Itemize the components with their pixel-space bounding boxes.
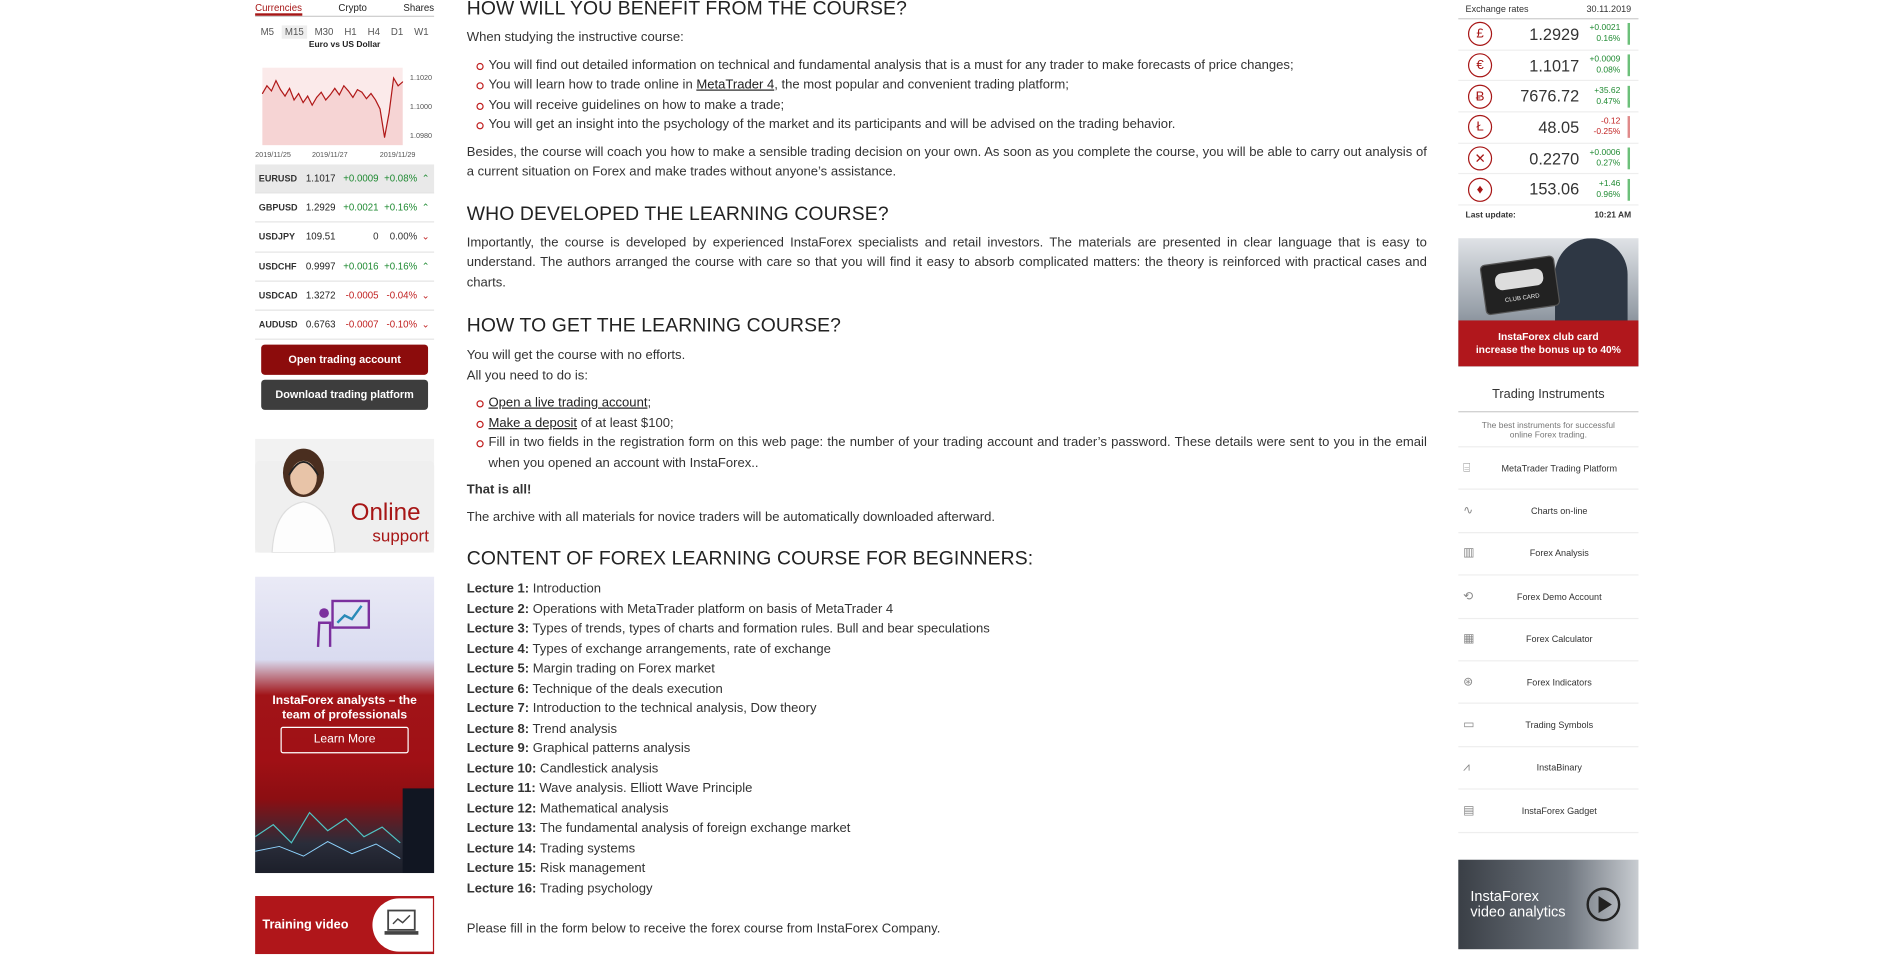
instrument-item[interactable] (1458, 704, 1638, 747)
chevron-up-icon: ⌃ (421, 260, 430, 272)
quote-symbol: GBPUSD (258, 202, 298, 214)
quote-change: -0.0005 (345, 290, 379, 301)
lecture-title: Types of trends, types of charts and formation rules. Bull and bear speculations (532, 621, 990, 637)
chevron-down-icon: ⌄ (421, 319, 430, 331)
symbols-icon: ▭ (1463, 718, 1475, 732)
instrument-item[interactable] (1458, 447, 1638, 490)
quote-price: 1.1017 (305, 173, 336, 184)
chart-point (352, 97, 353, 98)
lecture-item (467, 639, 1427, 659)
lecture-item (467, 699, 1427, 719)
chart-point (289, 88, 290, 89)
lecture-title: Risk management (540, 860, 646, 876)
instrument-label: Forex Calculator (1525, 633, 1593, 645)
online-support-banner[interactable] (255, 439, 434, 553)
instruments-title: Trading Instruments (1458, 387, 1638, 412)
list-item (476, 393, 1426, 413)
rate-value: 0.2270 (1529, 149, 1580, 168)
quote-change: +0.0009 (343, 173, 379, 184)
rate-value: 7676.72 (1520, 87, 1580, 106)
rate-change-abs: +35.62 (1594, 86, 1621, 96)
instruments-list (1458, 447, 1638, 832)
metatrader-link[interactable]: MetaTrader 4 (696, 77, 775, 92)
video-line-1: InstaForex (1470, 887, 1539, 905)
chart-point (294, 99, 295, 100)
section-heading-get-course: HOW TO GET THE LEARNING COURSE? (466, 315, 842, 337)
quote-price: 0.6763 (305, 319, 336, 331)
instrument-label: Trading Symbols (1525, 719, 1594, 731)
demo-account-icon: ⟲ (1463, 589, 1474, 604)
chart-point (312, 105, 313, 106)
quote-row[interactable] (255, 281, 434, 310)
club-card-line-2: increase the bonus up to 40% (1475, 342, 1621, 355)
instrument-label: MetaTrader Trading Platform (1501, 462, 1618, 474)
lecture-item (467, 859, 1427, 879)
avatar-body (272, 502, 335, 553)
exchange-rates-widget (1458, 0, 1638, 225)
tf-h1[interactable]: H1 (344, 26, 357, 38)
instrument-label: Forex Indicators (1526, 676, 1592, 688)
x-tick-label: 2019/11/27 (311, 150, 348, 160)
tf-d1[interactable]: D1 (390, 26, 404, 38)
lecture-number: Lecture 11: (466, 781, 536, 796)
rate-change-pct: 0.96% (1596, 190, 1621, 200)
rate-change (1579, 117, 1623, 139)
presentation-icon (316, 596, 376, 649)
binary-icon: ⩘ (1463, 761, 1470, 775)
platform-icon: ⌸ (1463, 461, 1471, 475)
quote-percent: +0.16% (384, 260, 418, 272)
chart-point (334, 88, 335, 89)
laptop-icon (385, 908, 421, 939)
chart-point (325, 99, 326, 100)
video-line-2: video analytics (1470, 903, 1566, 921)
analysts-promo-banner[interactable] (255, 577, 434, 873)
lecture-item (467, 619, 1427, 639)
lecture-item (467, 819, 1427, 839)
lecture-number: Lecture 3: (466, 621, 530, 637)
quote-symbol: USDCAD (258, 290, 298, 301)
left-sidebar (255, 0, 435, 331)
training-video-banner[interactable] (255, 896, 434, 954)
rate-change-abs: +0.0009 (1589, 55, 1621, 65)
chart-point (307, 96, 308, 97)
lecture-item (467, 839, 1427, 859)
club-card-label: CLUB CARD (1504, 292, 1541, 305)
euro-icon: € (1468, 53, 1492, 77)
analysis-icon: ▥ (1463, 547, 1475, 561)
rate-change-abs: +0.0006 (1589, 148, 1621, 158)
rate-change (1579, 54, 1623, 76)
market-tabs (255, 0, 434, 17)
chevron-up-icon: ⌃ (421, 202, 430, 214)
rate-change (1579, 86, 1623, 108)
suit-figure (1555, 238, 1628, 323)
chart-point (339, 94, 340, 95)
instrument-label: InstaForex Gadget (1521, 805, 1597, 816)
lecture-title: Introduction (532, 581, 602, 597)
lecture-title: Technique of the deals execution (532, 681, 723, 696)
promo-text: InstaForex analysts – the team of professionals (272, 694, 417, 722)
rate-row[interactable] (1458, 19, 1638, 50)
lecture-number: Lecture 2: (466, 601, 530, 617)
quote-change: -0.0007 (345, 319, 379, 331)
rate-change-abs: -0.12 (1601, 117, 1621, 127)
play-icon[interactable] (1584, 885, 1623, 924)
gadget-icon: ▤ (1463, 803, 1475, 818)
lecture-number: Lecture 16: (466, 880, 537, 896)
lecture-number: Lecture 13: (466, 821, 537, 836)
quote-symbol: AUDUSD (258, 319, 298, 331)
trend-bar (1628, 179, 1630, 201)
last-update (1458, 206, 1638, 225)
lecture-number: Lecture 6: (466, 681, 530, 696)
instrument-label: Charts on-line (1531, 505, 1588, 517)
lecture-item (467, 599, 1427, 619)
lecture-item (467, 719, 1427, 739)
paragraph: Importantly, the course is developed by experienced InstaForex specialists and retail investors. The materials are presented in clear language that is easy to understand. The authors arranged the course with care so that you will find it easy to absorb complicated matters: the theory is reinforced with practical cases and charts. (466, 235, 1427, 290)
paragraph: The archive with all materials for novice traders will be automatically downloaded afterward. (466, 509, 996, 525)
rates-date: 30.11.2019 (1586, 3, 1632, 15)
lecture-item (467, 739, 1427, 759)
club-card-line-1: InstaForex club card (1498, 330, 1599, 343)
chart-point (393, 78, 394, 79)
section-heading-benefits: HOW WILL YOU BENEFIT FROM THE COURSE? (466, 0, 907, 20)
video-analytics-banner[interactable] (1458, 860, 1638, 949)
steps-list (476, 393, 1426, 473)
learn-more-button[interactable]: Learn More (281, 727, 409, 754)
chart-point (303, 102, 304, 103)
quote-symbol: USDCHF (258, 260, 297, 272)
online-label: Online (350, 499, 421, 527)
lecture-number: Lecture 10: (466, 761, 537, 776)
rate-change-pct: -0.25% (1593, 128, 1621, 138)
chart-point (361, 92, 362, 93)
instrument-item[interactable] (1458, 576, 1638, 619)
quote-price: 1.2929 (305, 202, 336, 214)
quotes-table (255, 164, 434, 339)
quote-symbol: EURUSD (258, 173, 298, 184)
timeframe-selector (255, 25, 434, 38)
trend-bar (1628, 54, 1630, 76)
lecture-title: Wave analysis. Elliott Wave Principle (539, 781, 753, 796)
list-item: You will get an insight into the psychology of the market and its participants and will be advised on the trading behavior. (476, 115, 1426, 135)
rate-value: 1.2929 (1529, 25, 1580, 44)
chart-point (271, 90, 272, 91)
lecture-item (467, 659, 1427, 679)
video-analytics-text (1470, 889, 1565, 920)
club-card-text (1458, 330, 1638, 355)
quote-price: 0.9997 (305, 260, 336, 272)
lecture-number: Lecture 14: (466, 840, 537, 856)
list-item: You will receive guidelines on how to make a trade; (476, 95, 1426, 115)
chart-point (366, 98, 367, 99)
lecture-number: Lecture 1: (466, 581, 530, 597)
lecture-item (467, 878, 1427, 898)
trading-instruments (1458, 387, 1638, 833)
rate-change-pct: 0.47% (1596, 97, 1621, 107)
rate-change-abs: +0.0021 (1589, 24, 1621, 34)
quote-change: +0.0021 (343, 202, 379, 214)
instrument-label: Forex Analysis (1529, 548, 1589, 560)
chart-point (343, 85, 344, 86)
list-item-text: You will learn how to trade online in (488, 77, 697, 92)
lecture-title: Types of exchange arrangements, rate of exchange (532, 641, 831, 656)
rate-change-pct: 0.27% (1596, 159, 1621, 169)
bitcoin-icon: Ƀ (1468, 84, 1492, 108)
tf-w1[interactable]: W1 (414, 26, 429, 38)
chart-icon: ∿ (1463, 504, 1474, 518)
indicators-icon: ⊛ (1463, 675, 1474, 689)
make-deposit-link[interactable]: Make a deposit (488, 415, 578, 430)
rate-row[interactable] (1458, 81, 1638, 112)
quote-row[interactable] (255, 194, 434, 223)
list-item: Fill in two fields in the registration form on this web page: the number of your trading account and trader’s password. These details were sent to you in the email when you opened an account with InstaForex.. (476, 433, 1426, 473)
quote-percent: +0.16% (384, 202, 418, 214)
rate-row[interactable] (1458, 144, 1638, 175)
chart-point (321, 92, 322, 93)
lecture-title: Trend analysis (532, 721, 617, 736)
trend-bar (1628, 117, 1630, 139)
list-item (476, 75, 1426, 95)
rate-change-abs: +1.46 (1598, 179, 1621, 189)
chart-point (357, 89, 358, 90)
chart-point (280, 89, 281, 90)
instrument-item[interactable] (1458, 619, 1638, 662)
lecture-item (467, 799, 1427, 819)
last-update-time: 10:21 AM (1594, 211, 1632, 220)
intro-text: When studying the instructive course: (466, 30, 684, 45)
quote-percent: -0.04% (386, 290, 418, 301)
lecture-item (467, 759, 1427, 779)
lecture-number: Lecture 5: (466, 661, 530, 676)
lecture-item (467, 579, 1427, 599)
ethereum-icon: ♦ (1468, 177, 1492, 201)
tab-currencies[interactable]: Currencies (255, 0, 302, 16)
rate-change-pct: 0.16% (1596, 35, 1621, 44)
instrument-item[interactable] (1458, 661, 1638, 704)
chart-point (371, 93, 372, 94)
instrument-item[interactable] (1458, 790, 1638, 833)
lecture-number: Lecture 8: (466, 721, 530, 736)
tab-shares[interactable]: Shares (403, 2, 435, 14)
instrument-item[interactable] (1458, 747, 1638, 790)
chevron-up-icon: ⌃ (421, 173, 430, 184)
rates-list (1458, 19, 1638, 205)
chart-point (262, 93, 263, 94)
club-card-image (1479, 255, 1560, 316)
rate-value: 153.06 (1529, 180, 1580, 199)
section-heading-developer: WHO DEVELOPED THE LEARNING COURSE? (466, 203, 889, 225)
rate-row[interactable] (1458, 175, 1638, 206)
lecture-title: Trading psychology (539, 880, 653, 896)
paragraph: All you need to do is: (466, 368, 588, 383)
lecture-title: Operations with MetaTrader platform on basis of MetaTrader 4 (532, 601, 894, 617)
quote-row[interactable] (255, 164, 434, 193)
chart-point (375, 99, 376, 100)
quote-row[interactable] (255, 223, 434, 252)
lecture-title: Graphical patterns analysis (532, 741, 691, 756)
training-video-label: Training video (262, 917, 349, 933)
instruments-subtitle: The best instruments for successful online Forex trading. (1458, 412, 1638, 447)
rate-change-pct: 0.08% (1596, 66, 1621, 76)
rates-title: Exchange rates (1465, 3, 1529, 15)
instrument-label: Forex Demo Account (1516, 591, 1602, 603)
chart-point (398, 85, 399, 86)
lecture-list (467, 579, 1427, 898)
chart-point (266, 85, 267, 86)
x-tick-label: 2019/11/25 (255, 150, 291, 160)
price-chart (255, 56, 434, 165)
chart-point (298, 93, 299, 94)
support-label: support (372, 526, 429, 546)
lecture-title: Margin trading on Forex market (532, 661, 715, 676)
trend-bar (1628, 23, 1630, 45)
chart-point (275, 80, 276, 81)
lecture-number: Lecture 15: (466, 860, 537, 876)
quote-change: 0 (373, 231, 379, 243)
quote-percent: +0.08% (384, 173, 418, 184)
chart-point (285, 96, 286, 97)
chart-point (384, 137, 385, 138)
calculator-icon: ▦ (1463, 632, 1475, 647)
benefits-list (476, 55, 1426, 135)
pound-icon: £ (1468, 22, 1492, 46)
rate-value: 1.1017 (1529, 56, 1580, 75)
lecture-number: Lecture 12: (466, 801, 537, 816)
y-tick-label: 1.1020 (409, 72, 433, 82)
lecture-title: The fundamental analysis of foreign exchange market (539, 821, 851, 836)
operator-avatar (267, 439, 340, 553)
list-item (476, 413, 1426, 433)
x-tick-label: 2019/11/29 (379, 150, 416, 160)
quote-change: +0.0016 (343, 260, 379, 272)
instrument-item[interactable] (1458, 533, 1638, 576)
club-card-banner[interactable] (1458, 238, 1638, 366)
section-heading-content: CONTENT OF FOREX LEARNING COURSE FOR BEGINNERS: (466, 548, 1034, 570)
ripple-icon: ✕ (1468, 146, 1492, 170)
chart-point (316, 97, 317, 98)
rate-change (1579, 23, 1623, 45)
last-update-label: Last update: (1465, 211, 1516, 220)
open-account-button[interactable]: Open trading account (261, 345, 428, 375)
quote-price: 1.3272 (305, 290, 336, 301)
chart-point (348, 90, 349, 91)
main-content (467, 0, 1427, 939)
rate-change (1579, 148, 1623, 170)
rate-change (1579, 179, 1623, 201)
chart-point (380, 109, 381, 110)
tf-m5[interactable]: M5 (260, 26, 275, 38)
y-tick-label: 1.0980 (409, 130, 433, 140)
litecoin-icon: Ł (1468, 115, 1492, 139)
quote-row[interactable] (255, 252, 434, 281)
tf-m30[interactable]: M30 (314, 26, 334, 38)
list-item-text: ; (647, 395, 652, 410)
chart-point (402, 81, 403, 82)
market-graph-decoration (255, 776, 434, 873)
lecture-number: Lecture 4: (466, 641, 530, 656)
rates-header (1458, 0, 1638, 19)
lecture-item (467, 779, 1427, 799)
tf-h4[interactable]: H4 (367, 26, 380, 38)
rate-value: 48.05 (1538, 118, 1580, 137)
lecture-item (467, 679, 1427, 699)
quote-percent: 0.00% (389, 231, 418, 243)
trend-bar (1628, 86, 1630, 108)
open-live-account-link[interactable]: Open a live trading account (488, 395, 648, 410)
chart-point (330, 94, 331, 95)
quote-percent: -0.10% (386, 319, 418, 331)
list-item-text: of at least $100; (577, 415, 674, 430)
chevron-down-icon: ⌄ (421, 231, 430, 243)
form-prompt: Please fill in the form below to receive the forex course from InstaForex Company. (466, 921, 941, 936)
tf-m15[interactable]: M15 (281, 25, 307, 38)
y-tick-label: 1.1000 (409, 101, 433, 111)
quote-price: 109.51 (305, 231, 336, 243)
rate-row[interactable] (1458, 113, 1638, 144)
list-item: You will find out detailed information on technical and fundamental analysis that is a must for any trader to make forecasts of price changes; (476, 55, 1426, 75)
trend-bar (1628, 148, 1630, 170)
quote-row[interactable] (255, 311, 434, 340)
download-platform-button[interactable]: Download trading platform (261, 380, 428, 410)
lecture-number: Lecture 9: (466, 741, 530, 756)
instrument-label: InstaBinary (1536, 762, 1582, 774)
quote-symbol: USDJPY (258, 231, 296, 243)
avatar-face (290, 461, 317, 495)
lecture-number: Lecture 7: (466, 701, 530, 716)
chart-title: Euro vs US Dollar (308, 41, 381, 50)
lecture-title: Trading systems (539, 840, 636, 856)
chart-point (389, 112, 390, 113)
paragraph: Besides, the course will coach you how to make a sensible trading decision on your own. As soon as you complete the course, you will be able to carry out analysis of a current situation on Forex and make trades without anyone’s assistance. (466, 144, 1427, 179)
rate-row[interactable] (1458, 50, 1638, 81)
paragraph: You will get the course with no efforts. (466, 348, 686, 363)
chevron-down-icon: ⌄ (421, 290, 430, 301)
tab-crypto[interactable]: Crypto (338, 2, 367, 14)
that-is-all: That is all! (466, 482, 532, 497)
lecture-title: Candlestick analysis (540, 761, 659, 776)
list-item-text: , the most popular and convenient trading platform; (774, 77, 1069, 92)
lecture-title: Introduction to the technical analysis, Dow theory (532, 701, 817, 716)
instrument-item[interactable] (1458, 490, 1638, 533)
lecture-title: Mathematical analysis (540, 801, 669, 816)
